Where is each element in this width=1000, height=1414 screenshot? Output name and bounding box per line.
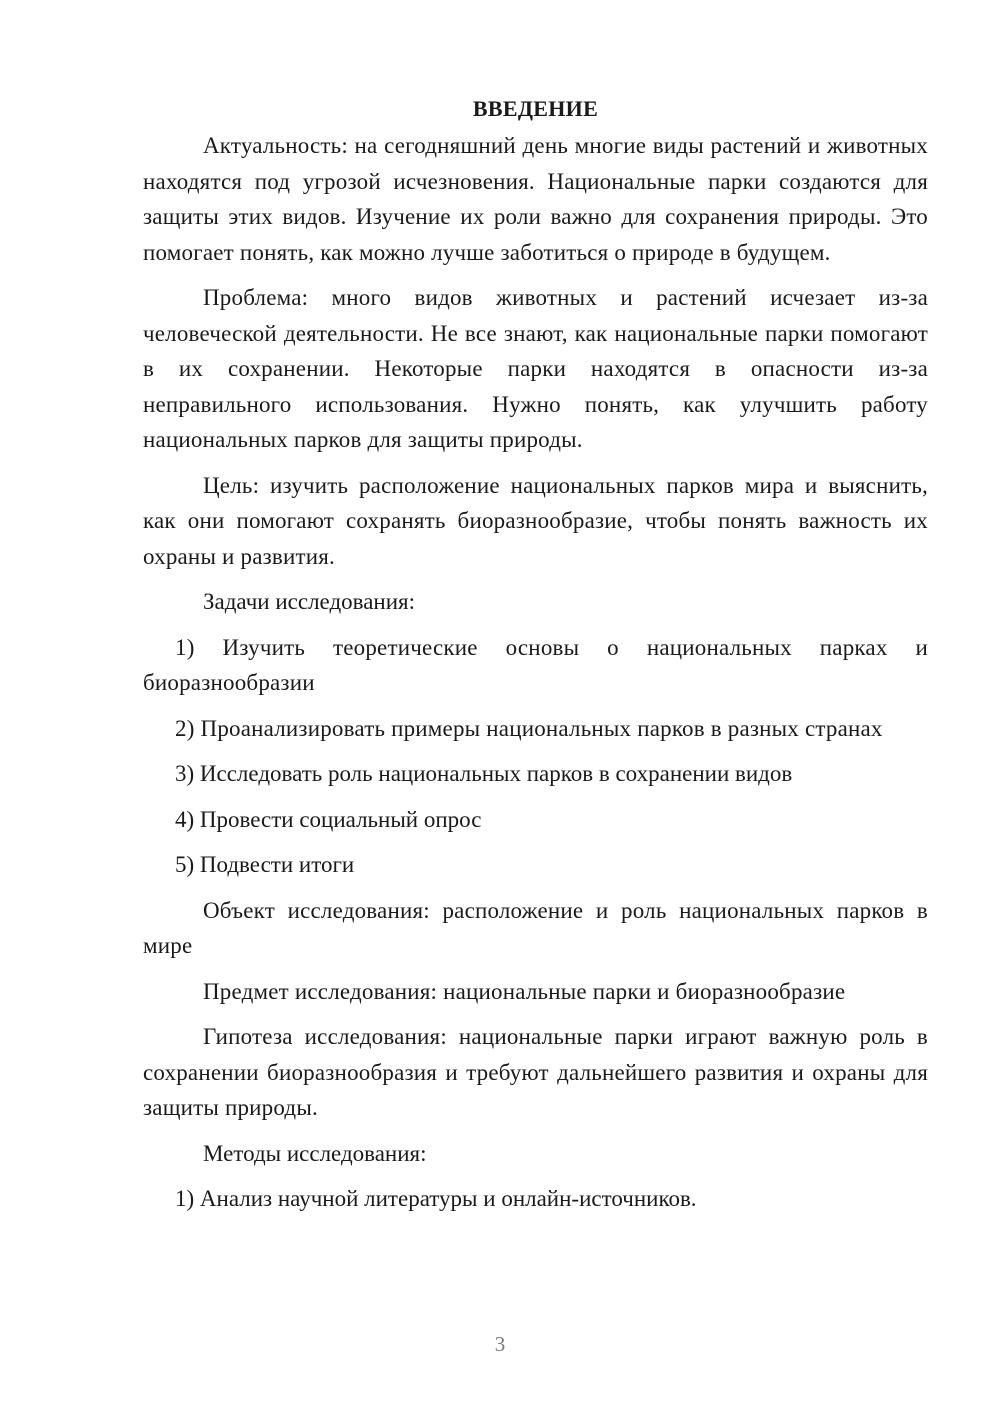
- problem-paragraph: Проблема: много видов животных и растений исчезает из-за человеческой деятельности. Не все знают, как национальные парки помогают в их сохранении. Некоторые парки находятся в опасности из-за неправильного использования. Нужно понять, как улучшить работу национальных парков для защиты природы.: [143, 285, 928, 452]
- subject-paragraph: Предмет исследования: национальные парки и биоразнообразие: [203, 978, 846, 1004]
- method-item: 1) Анализ научной литературы и онлайн-источников.: [175, 1186, 697, 1211]
- task-item: 5) Подвести итоги: [175, 852, 355, 877]
- goal-paragraph: Цель: изучить расположение национальных парков мира и выяснить, как они помогают сохранять биоразнообразие, чтобы понять важность их охраны и развития.: [143, 472, 928, 569]
- task-item: 1) Изучить теоретические основы о национальных парках и биоразнообразии: [143, 634, 928, 695]
- document-page: [143, 92, 928, 1227]
- methods-label: Методы исследования:: [203, 1140, 427, 1166]
- task-item: 2) Проанализировать примеры национальных парков в разных странах: [175, 715, 883, 741]
- page-number: 3: [494, 1332, 506, 1356]
- relevance-paragraph: Актуальность: на сегодняшний день многие виды растений и животных находятся под угрозой исчезновения. Национальные парки создаются для защиты этих видов. Изучение их роли важно для сохранения природы. Это помогает понять, как можно лучше заботиться о природе в будущем.: [143, 133, 928, 265]
- tasks-label: Задачи исследования:: [203, 589, 416, 614]
- page-title: ВВЕДЕНИЕ: [472, 96, 599, 121]
- hypothesis-paragraph: Гипотеза исследования: национальные парки играют важную роль в сохранении биоразнообразия и требуют дальнейшего развития и охраны для защиты природы.: [143, 1024, 928, 1120]
- task-item: 3) Исследовать роль национальных парков в сохранении видов: [175, 761, 793, 786]
- object-paragraph: Объект исследования: расположение и роль национальных парков в мире: [143, 897, 928, 958]
- task-item: 4) Провести социальный опрос: [175, 806, 482, 832]
